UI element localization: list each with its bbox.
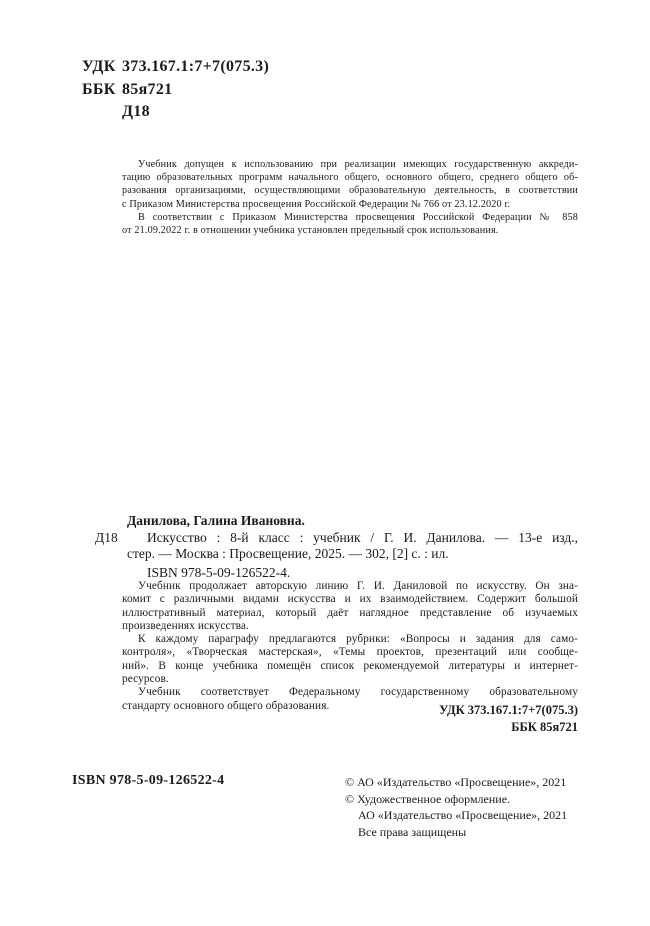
- annotation-p1-line: комит с различными видами искусства и их взаимодействием. Содержит большой: [122, 593, 578, 606]
- udk-right: УДК 373.167.1:7+7(075.3): [439, 703, 578, 717]
- author-name: Данилова, Галина Ивановна.: [127, 513, 305, 528]
- bbk-value: 85я721: [122, 80, 173, 98]
- author-code-line: [82, 101, 269, 124]
- accreditation-p2-line: от 21.09.2022 г. в отношении учебника установлен предельный срок использования.: [122, 225, 499, 237]
- catalog-entry-line: стер. — Москва : Просвещение, 2025. — 302, [2] с. : ил.: [127, 546, 449, 561]
- copyright-line: АО «Издательство «Просвещение», 2021: [358, 808, 568, 823]
- bbk-label: ББК: [82, 80, 116, 98]
- copyright-block: [345, 774, 615, 840]
- bbk-right: ББК 85я721: [511, 719, 578, 734]
- accreditation-p1-line: разования организациями, осуществляющими образовательную деятельность, в соответствии: [122, 185, 578, 197]
- udk-line: [82, 56, 269, 79]
- accreditation-notice: [122, 158, 578, 237]
- accreditation-p1-line: тацию образовательных программ начального общего, основного общего, среднего общего об-: [122, 172, 578, 184]
- bbk-line: [82, 79, 269, 102]
- copyright-line: © Художественное оформление.: [345, 791, 511, 806]
- annotation-p1-line: иллюстративный материал, который даёт наглядное представление об изучаемых: [122, 606, 578, 619]
- accreditation-p1-line: Учебник допущен к использованию при реализации имеющих государственную аккреди-: [138, 159, 578, 170]
- annotation-p3-line: стандарту основного общего образования.: [122, 699, 330, 712]
- annotation-p2-line: ний». В конце учебника помещён список рекомендуемой литературы и интернет-: [122, 659, 578, 672]
- annotation-p2-line: ресурсов.: [122, 673, 169, 686]
- author-code: Д18: [122, 103, 150, 120]
- accreditation-p2-line: В соответствии с Приказом Министерства просвещения Российской Федерации № 858: [138, 211, 578, 223]
- copyright-line: © АО «Издательство «Просвещение», 2021: [345, 775, 567, 789]
- annotation-p2-line: контроля», «Творческая мастерская», «Темы проектов, презентаций или сообще-: [122, 646, 578, 659]
- udk-label: УДК: [82, 58, 116, 75]
- classification-codes-right: [122, 699, 578, 735]
- annotation-p3-line: Учебник соответствует Федеральному государственному образовательному: [138, 686, 578, 699]
- catalog-isbn: ISBN 978-5-09-126522-4.: [147, 564, 291, 580]
- catalog-entry: [95, 529, 578, 563]
- accreditation-p1-line: с Приказом Министерства просвещения Российской Федерации № 766 от 23.12.2020 г.: [122, 198, 511, 210]
- catalog-code: Д18: [95, 529, 118, 545]
- copyright-line: Все права защищены: [358, 824, 467, 839]
- isbn-footer: ISBN 978-5-09-126522-4: [72, 773, 225, 788]
- top-classification-codes: [82, 56, 269, 124]
- catalog-entry-block: [95, 513, 578, 581]
- annotation-p1-line: произведениях искусства.: [122, 619, 249, 632]
- annotation-p2-line: К каждому параграфу предлагаются рубрики: «Вопросы и задания для само-: [138, 633, 578, 646]
- annotation-p1-line: Учебник продолжает авторскую линию Г. И. Даниловой по искусству. Он зна-: [138, 580, 578, 592]
- catalog-entry-line: Искусство : 8-й класс : учебник / Г. И. Данилова. — 13-е изд.,: [147, 529, 578, 545]
- annotation-block: [122, 580, 578, 713]
- udk-value: 373.167.1:7+7(075.3): [122, 58, 270, 75]
